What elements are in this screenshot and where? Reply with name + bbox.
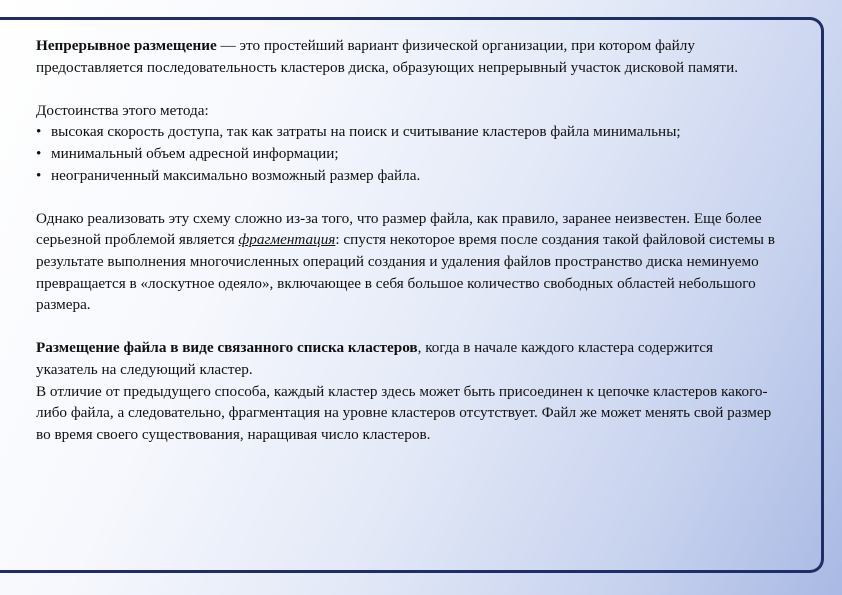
contiguous-allocation-heading: Непрерывное размещение	[36, 37, 217, 54]
slide-content	[36, 35, 776, 445]
bullet-marker: •	[36, 166, 42, 184]
spacer	[36, 186, 776, 208]
fragmentation-term: фрагментация	[238, 231, 336, 249]
contiguous-allocation-paragraph	[36, 35, 776, 78]
linked-list-details: В отличие от предыдущего способа, каждый кластер здесь может быть присоединен к цепочке кластеров какого-либо файла, а следовательно, фрагментация на уровне кластеров отсутствует. Файл же может менять свой размер во время своего существования, наращивая число кластеров.	[36, 382, 772, 443]
fragmentation-text-after: : спустя некоторое время после создания такой файловой системы в результате выполнения многочисленных операций создания и удаления файлов пространство диска неминуемо превращается в «лоскутное одеяло», включающее в себя большое количество свободных областей небольшого размера.	[36, 231, 775, 314]
contiguous-allocation-text: — это простейший вариант физической организации, при котором файлу предоставляется последовательность кластеров диска, образующих непрерывный участок дисковой памяти.	[36, 37, 738, 76]
advantage-item	[36, 165, 776, 187]
advantage-text: высокая скорость доступа, так как затраты на поиск и считывание кластеров файла минимальны;	[51, 123, 681, 141]
advantage-text: минимальный объем адресной информации;	[51, 144, 339, 162]
advantages-intro: Достоинства этого метода:	[36, 101, 209, 119]
advantage-text: неограниченный максимально возможный размер файла.	[51, 166, 421, 184]
bullet-marker: •	[36, 123, 42, 141]
linked-list-text: , когда в начале каждого кластера содержится указатель на следующий кластер.	[36, 339, 714, 378]
linked-list-paragraph	[36, 337, 776, 380]
fragmentation-text-before: Однако реализовать эту схему сложно из-за того, что размер файла, как правило, заранее неизвестен. Еще более серьезной проблемой является	[36, 209, 762, 249]
spacer	[36, 78, 776, 100]
bullet-marker: •	[36, 144, 42, 162]
linked-list-heading: Размещение файла в виде связанного списка кластеров	[36, 339, 418, 357]
advantage-item	[36, 143, 776, 165]
fragmentation-paragraph	[36, 208, 776, 316]
advantage-item	[36, 121, 776, 143]
spacer	[36, 316, 776, 338]
